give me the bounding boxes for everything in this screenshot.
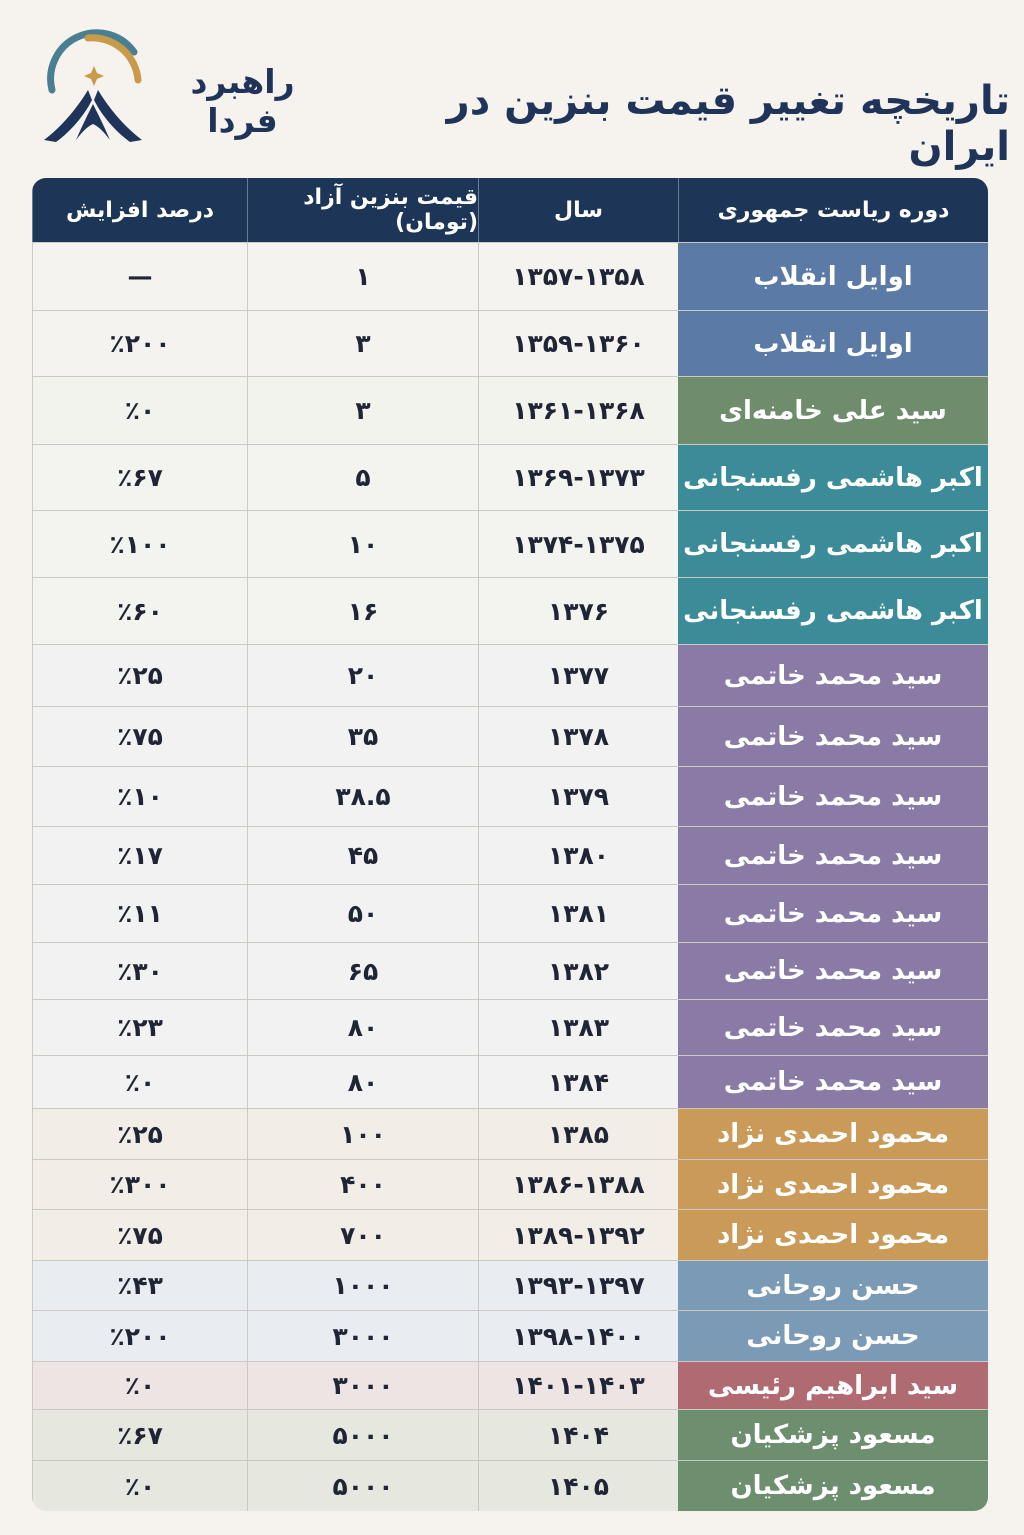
- year-cell: ۱۳۸۹-۱۳۹۲: [478, 1210, 678, 1260]
- president-cell: محمود احمدی نژاد: [678, 1210, 988, 1260]
- year-cell: ۱۳۸۱: [478, 885, 678, 942]
- president-cell: محمود احمدی نژاد: [678, 1160, 988, 1209]
- brand-name: راهبرد فردا: [190, 62, 295, 140]
- column-header-price: قیمت بنزین آزاد (تومان): [247, 178, 478, 242]
- table-row: [32, 942, 988, 999]
- percent-cell: ٪۴۳: [32, 1261, 247, 1310]
- president-cell: حسن روحانی: [678, 1261, 988, 1310]
- president-cell: مسعود پزشکیان: [678, 1461, 988, 1511]
- price-history-table: [32, 178, 988, 1511]
- page-title: تاریخچه تغییر قیمت بنزین در ایران: [446, 78, 1010, 170]
- column-header-year: سال: [478, 178, 678, 242]
- price-cell: ۵: [247, 445, 478, 510]
- president-cell: سید محمد خاتمی: [678, 943, 988, 999]
- price-cell: ۶۵: [247, 943, 478, 999]
- president-cell: اوایل انقلاب: [678, 243, 988, 310]
- table-row: [32, 242, 988, 310]
- rahbord-farda-logo-icon: [38, 28, 148, 146]
- president-cell: سید محمد خاتمی: [678, 827, 988, 884]
- price-cell: ۱۶: [247, 578, 478, 644]
- year-cell: ۱۳۸۰: [478, 827, 678, 884]
- percent-cell: ٪۰: [32, 377, 247, 444]
- year-cell: ۱۳۵۹-۱۳۶۰: [478, 311, 678, 376]
- president-cell: اکبر هاشمی رفسنجانی: [678, 445, 988, 510]
- percent-cell: ٪۰: [32, 1461, 247, 1511]
- price-cell: ۱: [247, 243, 478, 310]
- table-row: [32, 766, 988, 826]
- percent-cell: ٪۱۰۰: [32, 511, 247, 577]
- percent-cell: —: [32, 243, 247, 310]
- year-cell: ۱۳۷۹: [478, 767, 678, 826]
- president-cell: اکبر هاشمی رفسنجانی: [678, 511, 988, 577]
- year-cell: ۱۳۷۴-۱۳۷۵: [478, 511, 678, 577]
- price-cell: ۳: [247, 377, 478, 444]
- table-row: [32, 1159, 988, 1209]
- table-row: [32, 1310, 988, 1361]
- percent-cell: ٪۳۰۰: [32, 1160, 247, 1209]
- header: [0, 0, 1024, 170]
- percent-cell: ٪۱۱: [32, 885, 247, 942]
- year-cell: ۱۳۸۵: [478, 1109, 678, 1159]
- percent-cell: ٪۱۷: [32, 827, 247, 884]
- percent-cell: ٪۷۵: [32, 707, 247, 766]
- price-cell: ۵۰۰۰: [247, 1461, 478, 1511]
- price-cell: ۱۰۰۰: [247, 1261, 478, 1310]
- year-cell: ۱۳۶۱-۱۳۶۸: [478, 377, 678, 444]
- percent-cell: ٪۰: [32, 1362, 247, 1409]
- president-cell: محمود احمدی نژاد: [678, 1109, 988, 1159]
- year-cell: ۱۳۸۶-۱۳۸۸: [478, 1160, 678, 1209]
- year-cell: ۱۳۷۷: [478, 645, 678, 706]
- price-cell: ۴۵: [247, 827, 478, 884]
- percent-cell: ٪۲۵: [32, 645, 247, 706]
- year-cell: ۱۳۷۸: [478, 707, 678, 766]
- president-cell: سید محمد خاتمی: [678, 1056, 988, 1108]
- percent-cell: ٪۱۰: [32, 767, 247, 826]
- table-row: [32, 1361, 988, 1409]
- table-row: [32, 577, 988, 644]
- price-cell: ۳: [247, 311, 478, 376]
- table-row: [32, 1460, 988, 1511]
- table-row: [32, 1260, 988, 1310]
- price-cell: ۴۰۰: [247, 1160, 478, 1209]
- table-row: [32, 999, 988, 1055]
- year-cell: ۱۳۸۴: [478, 1056, 678, 1108]
- president-cell: سید محمد خاتمی: [678, 767, 988, 826]
- table-row: [32, 444, 988, 510]
- table-row: [32, 706, 988, 766]
- year-cell: ۱۴۰۴: [478, 1410, 678, 1460]
- percent-cell: ٪۶۰: [32, 578, 247, 644]
- price-cell: ۵۰۰۰: [247, 1410, 478, 1460]
- price-cell: ۸۰: [247, 1000, 478, 1055]
- price-cell: ۱۰: [247, 511, 478, 577]
- price-cell: ۷۰۰: [247, 1210, 478, 1260]
- table-row: [32, 1209, 988, 1260]
- president-cell: سید محمد خاتمی: [678, 1000, 988, 1055]
- president-cell: سید ابراهیم رئیسی: [678, 1362, 988, 1409]
- year-cell: ۱۳۷۶: [478, 578, 678, 644]
- price-cell: ۳۸.۵: [247, 767, 478, 826]
- table-row: [32, 826, 988, 884]
- table-row: [32, 1409, 988, 1460]
- president-cell: اکبر هاشمی رفسنجانی: [678, 578, 988, 644]
- percent-cell: ٪۲۰۰: [32, 1311, 247, 1361]
- president-cell: حسن روحانی: [678, 1311, 988, 1361]
- percent-cell: ٪۳۰: [32, 943, 247, 999]
- table-header-row: [32, 178, 988, 242]
- table-row: [32, 310, 988, 376]
- year-cell: ۱۳۸۳: [478, 1000, 678, 1055]
- president-cell: سید علی خامنه‌ای: [678, 377, 988, 444]
- percent-cell: ٪۲۵: [32, 1109, 247, 1159]
- price-cell: ۸۰: [247, 1056, 478, 1108]
- year-cell: ۱۴۰۵: [478, 1461, 678, 1511]
- percent-cell: ٪۰: [32, 1056, 247, 1108]
- column-header-president: دوره ریاست جمهوری: [678, 178, 988, 242]
- percent-cell: ٪۷۵: [32, 1210, 247, 1260]
- president-cell: سید محمد خاتمی: [678, 885, 988, 942]
- price-cell: ۱۰۰: [247, 1109, 478, 1159]
- table-row: [32, 1055, 988, 1108]
- percent-cell: ٪۶۷: [32, 445, 247, 510]
- percent-cell: ٪۲۳: [32, 1000, 247, 1055]
- year-cell: ۱۳۶۹-۱۳۷۳: [478, 445, 678, 510]
- president-cell: مسعود پزشکیان: [678, 1410, 988, 1460]
- president-cell: سید محمد خاتمی: [678, 707, 988, 766]
- price-cell: ۳۰۰۰: [247, 1362, 478, 1409]
- table-row: [32, 510, 988, 577]
- year-cell: ۱۳۹۳-۱۳۹۷: [478, 1261, 678, 1310]
- year-cell: ۱۳۵۷-۱۳۵۸: [478, 243, 678, 310]
- price-cell: ۵۰: [247, 885, 478, 942]
- year-cell: ۱۴۰۱-۱۴۰۳: [478, 1362, 678, 1409]
- table-row: [32, 376, 988, 444]
- table-row: [32, 1108, 988, 1159]
- price-cell: ۲۰: [247, 645, 478, 706]
- table-row: [32, 884, 988, 942]
- president-cell: اوایل انقلاب: [678, 311, 988, 376]
- president-cell: سید محمد خاتمی: [678, 645, 988, 706]
- percent-cell: ٪۲۰۰: [32, 311, 247, 376]
- percent-cell: ٪۶۷: [32, 1410, 247, 1460]
- price-cell: ۳۵: [247, 707, 478, 766]
- column-header-percent: درصد افزایش: [32, 178, 247, 242]
- year-cell: ۱۳۸۲: [478, 943, 678, 999]
- year-cell: ۱۳۹۸-۱۴۰۰: [478, 1311, 678, 1361]
- table-row: [32, 644, 988, 706]
- price-cell: ۳۰۰۰: [247, 1311, 478, 1361]
